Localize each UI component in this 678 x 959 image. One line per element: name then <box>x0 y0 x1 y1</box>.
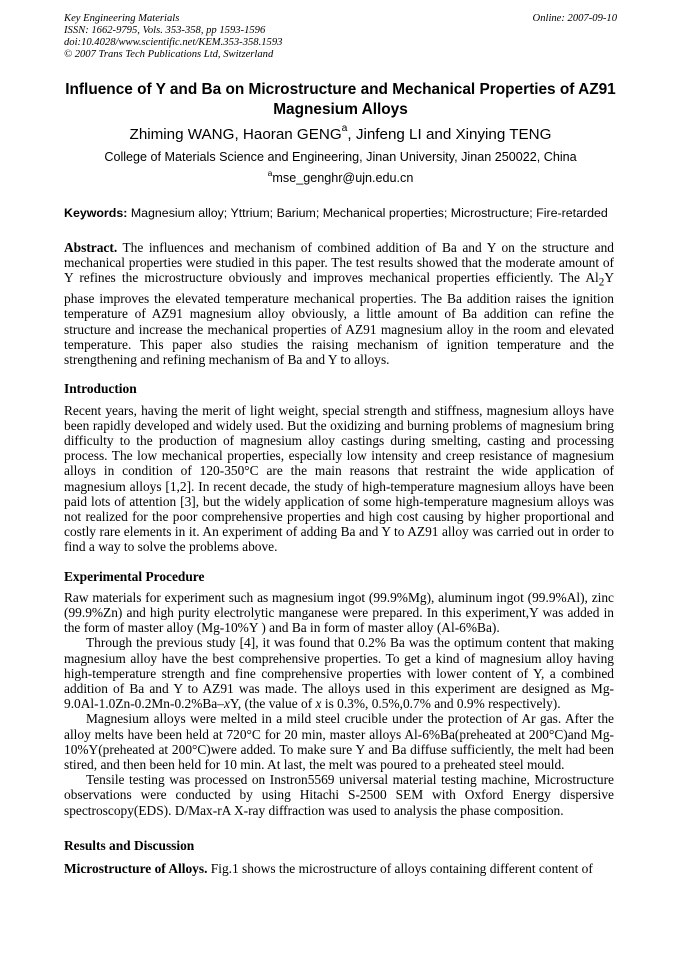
results-paragraph <box>64 861 614 876</box>
experimental-p2-text-c: is 0.3%, 0.5%,0.7% and 0.9% respectively). <box>321 696 561 712</box>
authors-part-1: Zhiming WANG, Haoran GENG <box>129 126 342 143</box>
results-text: Fig.1 shows the microstructure of alloys containing different content of <box>210 860 593 876</box>
paper-body <box>64 240 614 876</box>
journal-name: Key Engineering Materials <box>64 13 180 24</box>
experimental-paragraph-4: Tensile testing was processed on Instron5569 universal material testing machine, Microstructure observations were conducted by using Hitachi S-2500 SEM with Oxford Energy dispersive spectroscopy(EDS). D/Max-rA X-ray diffraction was used to analysis the phase composition. <box>64 772 614 818</box>
introduction-paragraph: Recent years, having the merit of light weight, special strength and stiffness, magnesium alloys have been rapidly developed and widely used. But the oxidizing and burning problems of magnesium bring difficulty to the production of magnesium alloy castings during smelting, casting and processing process. The low mechanical properties, especially low intensity and creep resistance of magnesium alloys in condition of 120-350°C are the main reasons that restraint the wide application of magnesium alloys [1,2]. In recent decade, the study of high-temperature magnesium alloys have been paid lots of attention [3], but the widely application of some high-temperature magnesium alloys was not realized for the poor comprehensive properties and high cost causing by higher proportional and costly rare elements in it. An experiment of adding Ba and Y to AZ91 alloy was carried out in order to find a way to solve the problems above. <box>64 402 614 555</box>
keywords-line <box>64 205 624 221</box>
doi-line: doi:10.4028/www.scientific.net/KEM.353-358.1593 <box>64 37 283 48</box>
keywords-text: Magnesium alloy; Yttrium; Barium; Mechanical properties; Microstructure; Fire-retarded <box>130 206 608 220</box>
abstract-label: Abstract. <box>64 240 118 255</box>
email-superscript: a <box>267 167 273 178</box>
experimental-paragraph-2 <box>64 635 614 711</box>
author-superscript: a <box>341 123 348 135</box>
journal-header <box>64 13 617 61</box>
issn-line: ISSN: 1662-9795, Vols. 353-358, pp 1593-1596 <box>64 25 266 36</box>
abstract-subscript: 2 <box>598 277 605 290</box>
introduction-heading: Introduction <box>64 381 137 397</box>
experimental-p2-text-b: Y, (the value of <box>229 696 316 712</box>
experimental-heading: Experimental Procedure <box>64 568 205 584</box>
contact-email <box>64 167 617 186</box>
paper-title: Influence of Y and Ba on Microstructure and Mechanical Properties of AZ91 Magnesium Alloys <box>65 81 616 118</box>
authors-part-2: , Jinfeng LI and Xinying TENG <box>347 126 552 143</box>
experimental-p2-variable-2: x <box>315 696 322 712</box>
keywords-label: Keywords: <box>64 206 128 220</box>
author-list <box>64 125 617 144</box>
experimental-p2-text-a: Through the previous study [4], it was found that 0.2% Ba was the optimum content that making magnesium alloy have the best comprehensive properties. To get a kind of magnesium alloy having high-temperature strength and fine comprehensive properties with lower content of Y, a combined addition of Ba and Y to AZ91 was made. The alloys used in this experiment are designed as Mg-9.0Al-1.0Zn-0.2Mn-0.2%Ba– <box>64 635 614 712</box>
experimental-paragraph-3: Magnesium alloys were melted in a mild steel crucible under the protection of Ar gas. After the alloy melts have been held at 720°C for 20 min, master alloys Al-6%Ba(preheated at 200°C)and Mg-10%Y(preheated at 200°C)were added. To make sure Y and Ba diffuse sufficiently, the melt had been stired, and then been held for 10 min. At last, the melt was poured to a preheated steel mould. <box>64 711 614 772</box>
results-heading: Results and Discussion <box>64 837 195 853</box>
results-label: Microstructure of Alloys. <box>64 860 208 876</box>
affiliation: College of Materials Science and Engineering, Jinan University, Jinan 250022, China <box>104 150 577 164</box>
abstract-paragraph <box>64 240 614 367</box>
email-address: mse_genghr@ujn.edu.cn <box>272 171 414 185</box>
abstract-text-2: Y phase improves the elevated temperature mechanical properties. The Ba addition raises the ignition temperature of AZ91 magnesium alloy obviously, a little amount of Ba addition can refine the structure and increase the mechanical properties of AZ91 magnesium alloy in the room and elevated temperature. This paper also studies the raising mechanism of ignition temperature and the strengthening and refining mechanism of Ba and Y to alloys. <box>64 270 614 368</box>
online-date: Online: 2007-09-10 <box>532 13 617 24</box>
copyright-line: © 2007 Trans Tech Publications Ltd, Switzerland <box>64 49 274 60</box>
experimental-p2-variable: x <box>223 696 230 712</box>
abstract-text-1: The influences and mechanism of combined addition of Ba and Y on the structure and mechanical properties were studied in this paper. The test results showed that the moderate amount of Y refines the microstructure obviously and improves mechanical properties efficiently. The Al <box>64 240 614 286</box>
experimental-paragraph-1: Raw materials for experiment such as magnesium ingot (99.9%Mg), aluminum ingot (99.9%Al), zinc (99.9%Zn) and high purity electrolytic manganese were prepared. In this experiment,Y was added in the form of master alloy (Mg-10%Y ) and Ba in form of master alloy (Al-6%Ba). <box>64 589 614 636</box>
